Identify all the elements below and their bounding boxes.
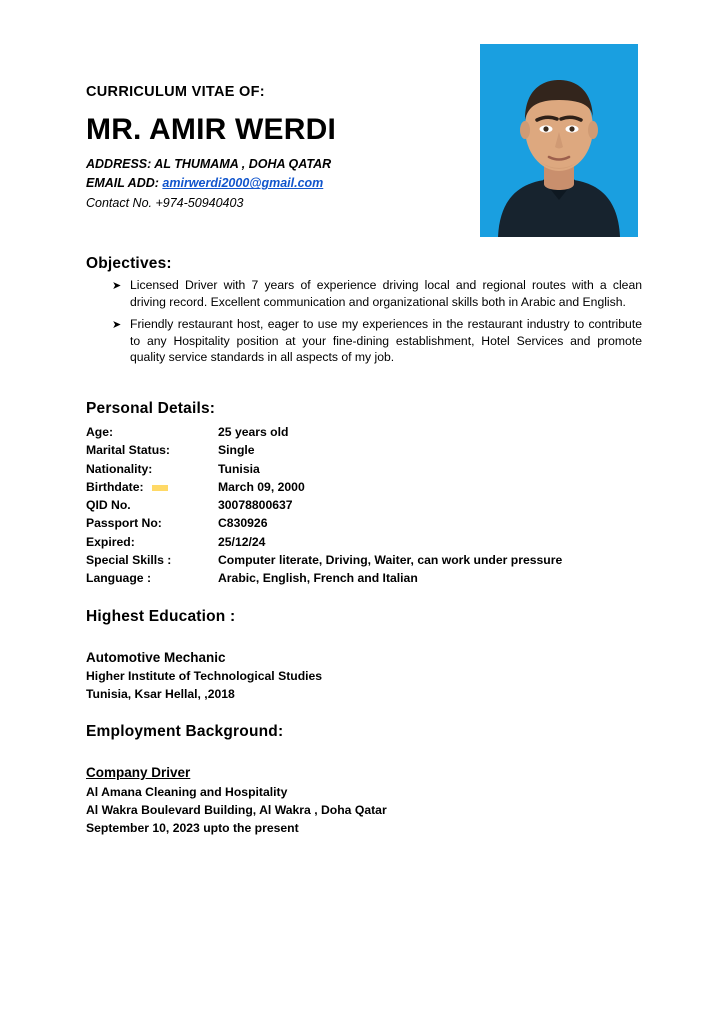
detail-value: 25/12/24 — [218, 534, 266, 549]
education-block — [86, 650, 586, 705]
detail-label: Nationality: — [86, 461, 153, 476]
employment-company: Al Amana Cleaning and Hospitality — [86, 785, 288, 799]
email-label: EMAIL ADD: — [86, 176, 159, 191]
table-row — [86, 480, 646, 498]
detail-value: Computer literate, Driving, Waiter, can work under pressure — [218, 553, 563, 568]
table-row — [86, 553, 646, 571]
section-heading-personal-details: Personal Details: — [86, 400, 216, 417]
address-line: ADDRESS: AL THUMAMA , DOHA QATAR — [86, 156, 332, 171]
objective-text: Friendly restaurant host, eager to use my experiences in the restaurant industry to contribute to any Hospitality position at your fine-dining establishment, Hotel Services and promote quality service standards in all aspects of my job. — [130, 317, 642, 364]
bullet-arrow-icon: ➤ — [112, 280, 122, 292]
detail-value: Single — [218, 443, 255, 458]
table-row — [86, 498, 646, 516]
objectives-list — [112, 277, 642, 372]
detail-value: C830926 — [218, 516, 268, 531]
detail-value: Arabic, English, French and Italian — [218, 571, 418, 586]
detail-label: Expired: — [86, 534, 135, 549]
applicant-photo — [480, 44, 638, 237]
detail-label: Marital Status: — [86, 443, 170, 458]
table-row — [86, 425, 646, 443]
contact-line: Contact No. +974-50940403 — [86, 196, 244, 211]
table-row — [86, 516, 646, 534]
employment-dates: September 10, 2023 upto the present — [86, 821, 299, 835]
detail-value: March 09, 2000 — [218, 479, 305, 494]
detail-label: Language : — [86, 571, 152, 586]
email-line — [86, 175, 466, 192]
applicant-name: MR. AMIR WERDI — [86, 113, 336, 146]
detail-label — [86, 480, 218, 498]
table-row — [86, 571, 646, 589]
detail-label: QID No. — [86, 498, 131, 513]
employment-block — [86, 765, 606, 839]
detail-value: 30078800637 — [218, 498, 293, 513]
education-location-year: Tunisia, Ksar Hellal, ,2018 — [86, 687, 235, 701]
section-heading-objectives: Objectives: — [86, 255, 172, 272]
email-link[interactable]: amirwerdi2000@gmail.com — [162, 176, 324, 191]
page-title: CURRICULUM VITAE OF: — [86, 84, 265, 100]
table-row — [86, 535, 646, 553]
employment-position: Company Driver — [86, 765, 191, 780]
section-heading-education: Highest Education : — [86, 608, 236, 625]
list-item — [112, 316, 642, 366]
employment-address: Al Wakra Boulevard Building, Al Wakra , Doha Qatar — [86, 803, 387, 817]
detail-value: 25 years old — [218, 425, 289, 439]
detail-label: Age: — [86, 425, 114, 439]
table-row — [86, 462, 646, 480]
highlight-marker — [152, 485, 168, 491]
list-item — [112, 277, 642, 310]
education-course: Automotive Mechanic — [86, 650, 226, 665]
personal-details-table — [86, 425, 646, 590]
objective-text: Licensed Driver with 7 years of experience driving local and regional routes with a clean driving record. Excellent communication and organizational skills both in Arabic and English. — [130, 278, 642, 309]
table-row — [86, 443, 646, 461]
detail-label: Special Skills : — [86, 553, 172, 568]
detail-label: Passport No: — [86, 516, 162, 531]
detail-value: Tunisia — [218, 461, 260, 476]
section-heading-employment: Employment Background: — [86, 723, 284, 740]
resume-header — [86, 84, 466, 212]
detail-label-text: Birthdate: — [86, 479, 144, 494]
education-school: Higher Institute of Technological Studies — [86, 669, 323, 683]
bullet-arrow-icon: ➤ — [112, 319, 122, 331]
